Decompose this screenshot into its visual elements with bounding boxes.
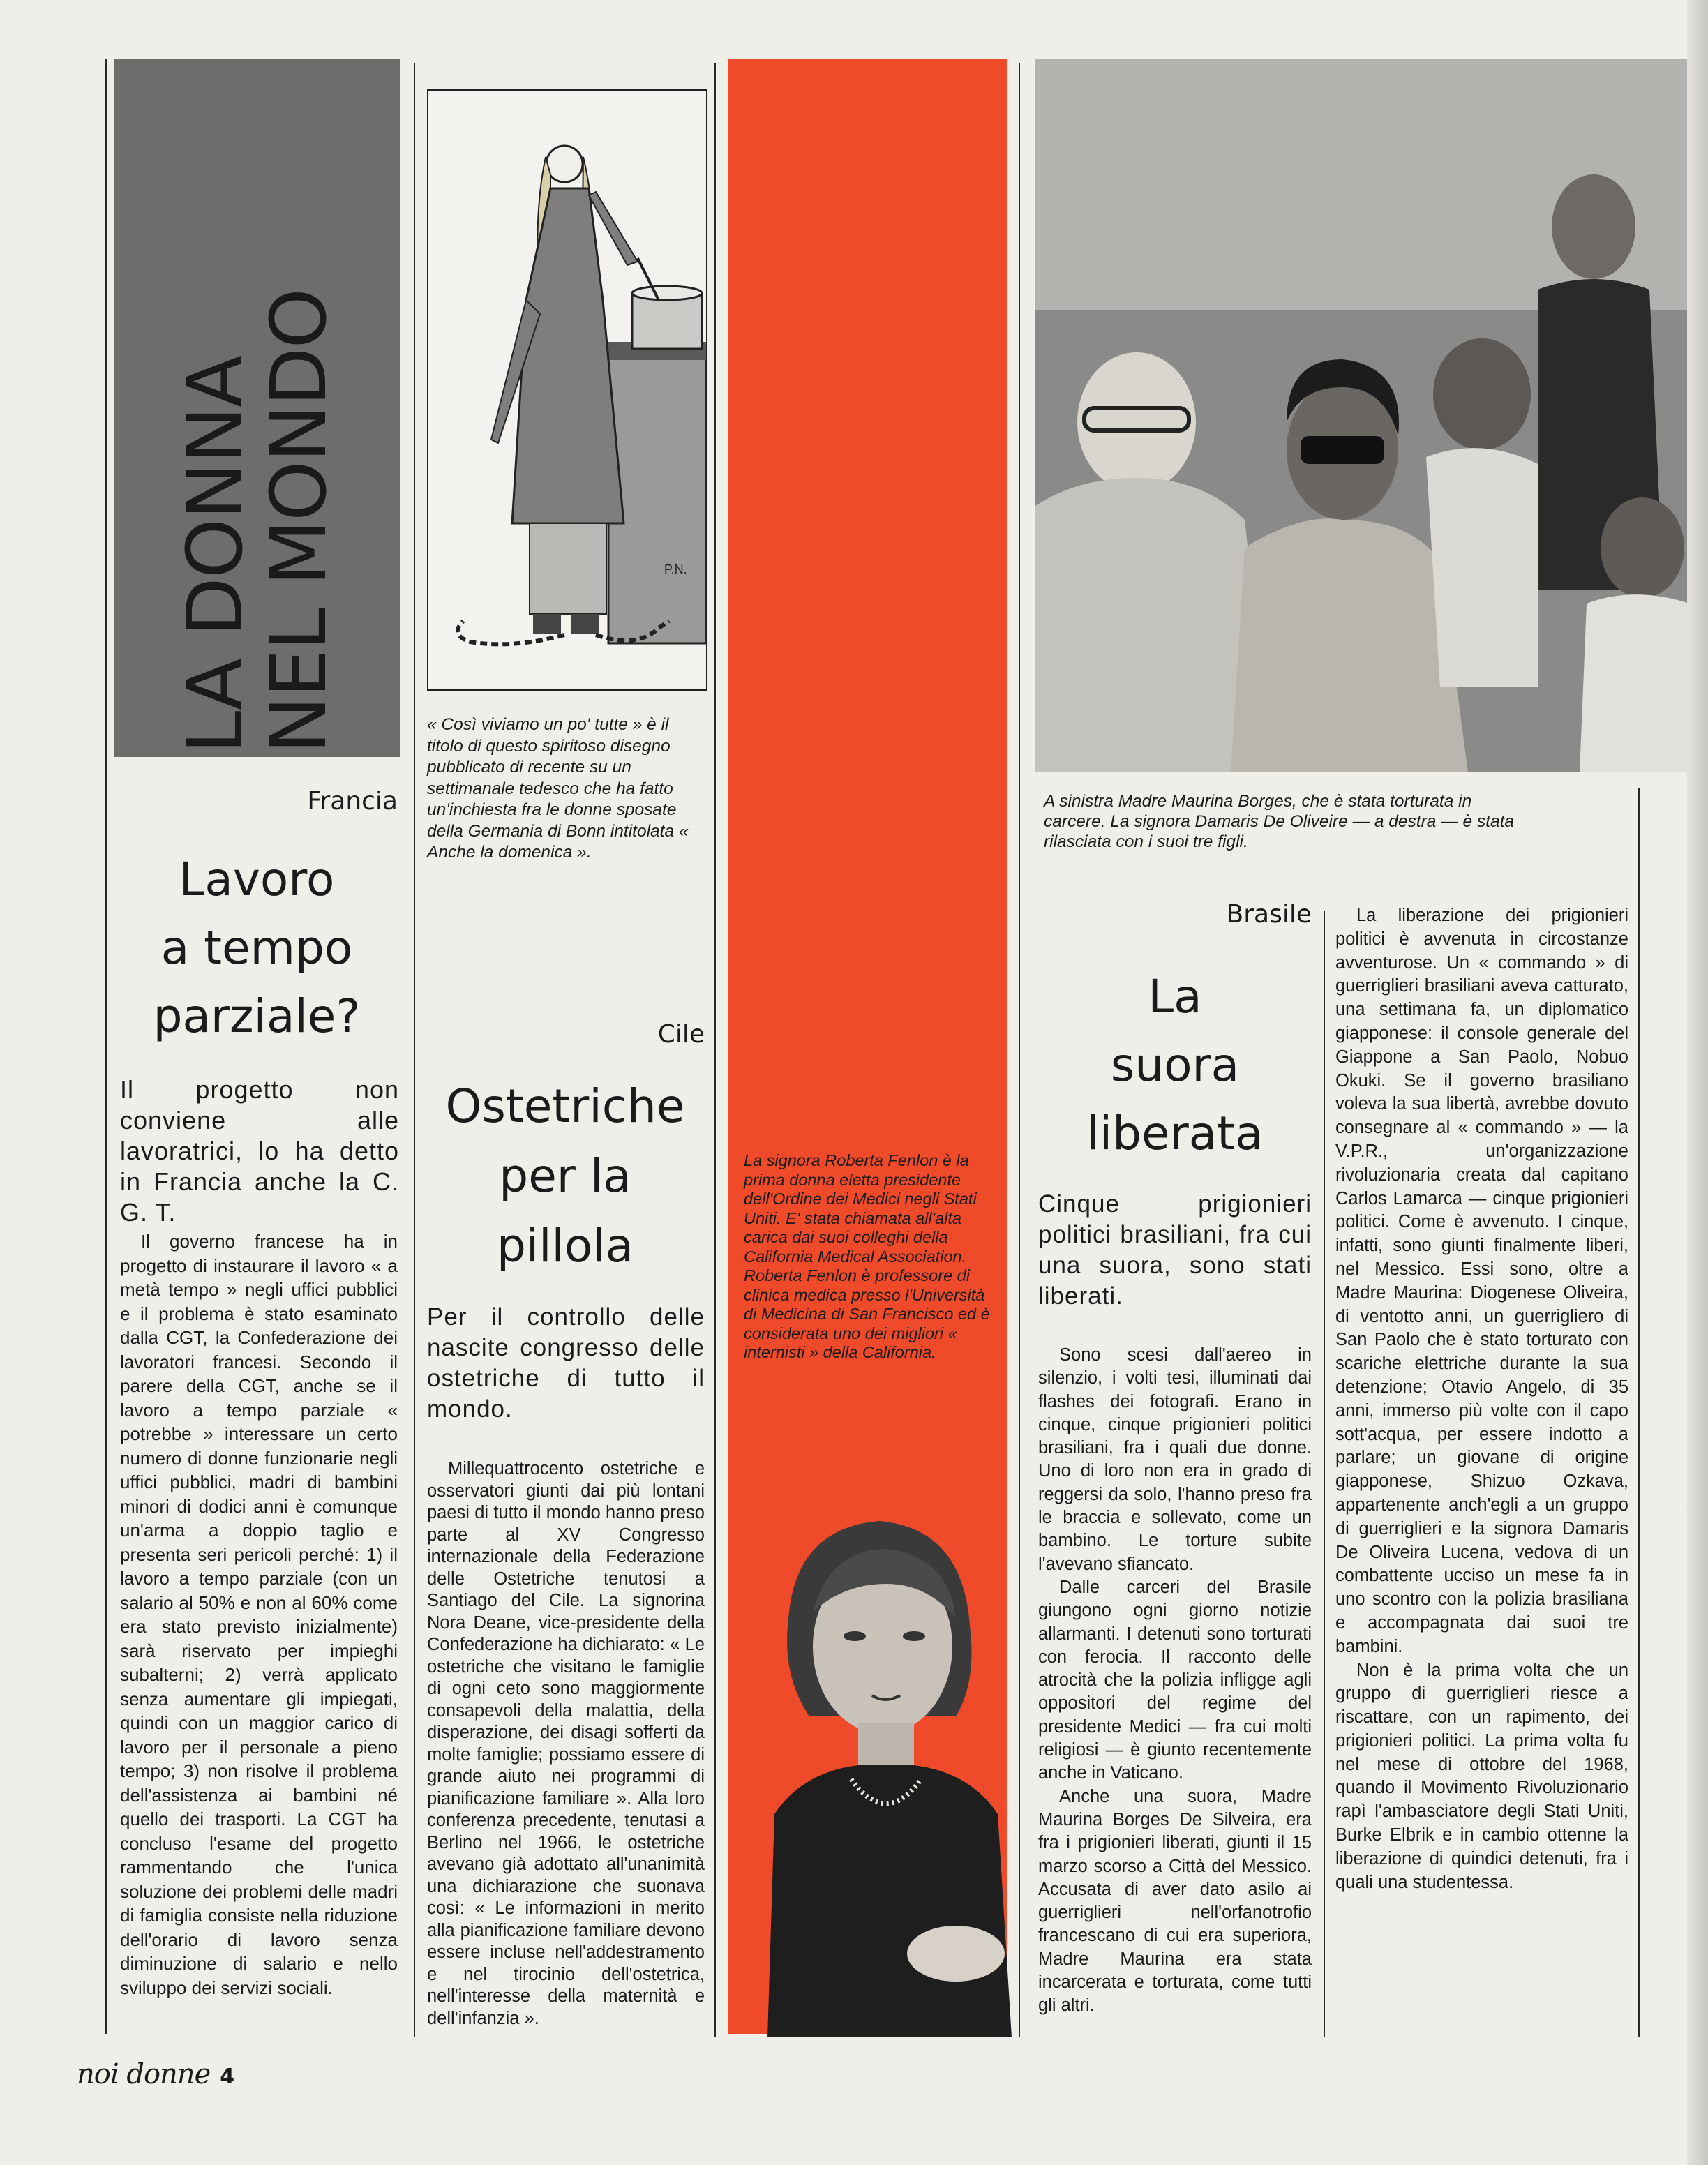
francia-lead: Il progetto non conviene alle lavoratrici, lo ha detto in Francia anche la C. G. T. — [120, 1075, 399, 1227]
magazine-logo: noi donne — [77, 2058, 211, 2090]
cartoon-drawing — [427, 89, 707, 691]
page-footer — [77, 2058, 234, 2100]
brasile-body-col2: La liberazione dei prigionieri politici è avvenuta in circostanze avventurose. Un « commando » di guerriglieri brasiliani aveva catturato, una settimana fa, un diplomatico giapponese: il console generale del Giappone a San Paolo, Nobuo Okuki. Se il governo brasiliano voleva la sua libertà, avrebbe dovuto consegnare al « commando » — la V.P.R., un'organizzazione rivoluzionaria creata dal capitano Carlos Lamarca — cinque prigionieri politici. Come è avvenuto. I cinque, infatti, sono giunti finalmente liberi, nel Messico. Essi sono, oltre a Madre Maurina: Diogenese Oliveira, di ventotto anni, un guerrigliero di San Paolo che è stato torturato con scariche elettriche durante la sua detenzione; Otavio Angelo, di 35 anni, immerso più volte con il capo sott'acqua, per essere indotto a parlare; un giovane di origine giapponese, Shizuo Ozkava, appartenente anch'egli a un gruppo di guerriglieri e la signora Damaris De Oliveira Lucena, vedova di un combattente ucciso un mese fa in uno scontro con la polizia brasiliana e accompagnata dai suoi tre bambini. Non è la prima volta che un gruppo di guerriglieri riesce a riscattare, con un rapimento, dei prigionieri politici. La prima volta fu nel mese di ottobre del 1968, quando il Movimento Rivoluzionario rapì l'ambasciatore degli Stati Uniti, Burke Elbrik e in cambio ottenne la liberazione di quindici detenuti, fra i quali una studentessa. — [1335, 906, 1628, 1892]
brasile-lead: Cinque prigionieri politici brasiliani, fra cui una suora, sono stati liberati. — [1038, 1190, 1312, 1310]
section-title: LA DONNA NEL MONDO — [170, 289, 343, 754]
page-number: 4 — [220, 2065, 235, 2089]
francia-body: Il governo francese ha in progetto di instaurare il lavoro « a metà tempo » negli uffici pubblici e il problema è stato esaminato dalla CGT, la Confederazione dei lavoratori francesi. Secondo il parere della CGT, anche se il lavoro a tempo parziale « potrebbe » interessare un certo numero di donne funzionarie negli uffici pubblici, madri di bambini minori di dodici anni è comunque un'arma a doppio taglio e presenta seri pericoli perché: 1) il lavoro a tempo parziale (con un salario al 50% e non al 60% come era stato previsto inizialmente) sarà riservato per impieghi subalterni; 2) verrà applicato senza aumentare gli impiegati, quindi con un maggior carico di lavoro per il personale a pieno tempo; 3) non risolve il problema dell'assistenza ai bambini né quello dei trasporti. La CGT ha concluso l'esame del progetto rammentando che l'unica soluzione dei problemi delle madri di famiglia consiste nella riduzione dell'orario di lavoro senza diminuzione di salario e nello sviluppo dei servizi sociali. — [120, 1231, 398, 1998]
francia-headline: Lavoro a tempo parziale? — [153, 853, 361, 1043]
cile-headline: Ostetriche per la pillola — [445, 1079, 685, 1273]
brasile-photo — [1035, 59, 1708, 772]
cile-country-label: Cile — [657, 1020, 705, 1049]
brasile-headline: La suora liberata — [1086, 970, 1264, 1160]
section-title-box — [114, 59, 400, 757]
fenlon-portrait — [747, 1507, 1026, 2037]
brasile-photo-caption: A sinistra Madre Maurina Borges, che è stata torturata in carcere. La signora Damaris De Oliveire — a destra — è stata rilasciata con i suoi tre figli. — [1044, 792, 1515, 851]
brasile-body-col1: Sono scesi dall'aereo in silenzio, i volti tesi, illuminati dai flashes dei fotografi. Erano in cinque, cinque prigionieri politici brasiliani, fra i quali due donne. Uno di loro non era in grado di reggersi da solo, l'hanno preso fra le braccia e sollevato, come un bambino. Le torture subite l'avevano sfiancato. Dalle carceri del Brasile giungono ogni giorno notizie allarmanti. I detenuti sono torturati con ferocia. Il racconto delle atrocità che la polizia infligge agli oppositori del regime del presidente Medici — fra cui molti religiosi — è giunto recentemente anche in Vaticano. Anche una suora, Madre Maurina Borges De Silveira, era fra i prigionieri liberati, giunti il 15 marzo scorso a Città del Messico. Accusata di aver dato asilo ai guerriglieri nell'orfanotrofio francescano di cui era superiora, Madre Maurina era stata incarcerata e torturata, come tutti gli altri. — [1038, 1345, 1312, 2016]
fenlon-caption: La signora Roberta Fenlon è la prima donna eletta presidente dell'Ordine dei Medici negli Stati Uniti. E' stata chiamata all'alta carica dai suoi colleghi della California Medical Association. Roberta Fenlon è professore di clinica medica presso l'Università di Medicina di San Francisco ed è considerata uno dei migliori « internisti » della California. — [744, 1151, 990, 1361]
cile-body: Millequattrocento ostetriche e osservatori giunti dai più lontani paesi di tutto il mondo hanno preso parte al XV Congresso internazionale della Federazione delle Ostetriche tenutosi a Santiago del Cile. La signorina Nora Deane, vice-presidente della Confederazione ha dichiarato: « Le ostetriche che visitano le famiglie di ogni ceto sono maggiormente consapevoli della malattia, della disperazione, dei disagi sofferti da molte famiglie; possiamo essere di grande aiuto nei programmi di pianificazione familiare ». Alla loro conferenza precedente, tenutasi a Berlino nel 1966, le ostetriche avevano già adottato all'unanimità una dichiarazione che suonava così: « Le informazioni in merito alla pianificazione familiare devono essere incluse nell'addestramento e nel tirocinio dell'ostetrica, nell'interesse della maternità e dell'infanzia ». — [427, 1459, 705, 2028]
brasile-country-label: Brasile — [1226, 900, 1312, 929]
cartoon-signature: P.N. — [664, 562, 687, 576]
cartoon-caption: « Così viviamo un po' tutte » è il titolo di questo spiritoso disegno pubblicato di recente su un settimanale tedesco che ha fatto un'inchiesta fra le donne sposate della Germania di Bonn intitolata « Anche la domenica ». — [427, 715, 689, 862]
cile-lead: Per il controllo delle nascite congresso delle ostetriche di tutto il mondo. — [427, 1303, 705, 1423]
francia-country-label: Francia — [307, 787, 398, 816]
